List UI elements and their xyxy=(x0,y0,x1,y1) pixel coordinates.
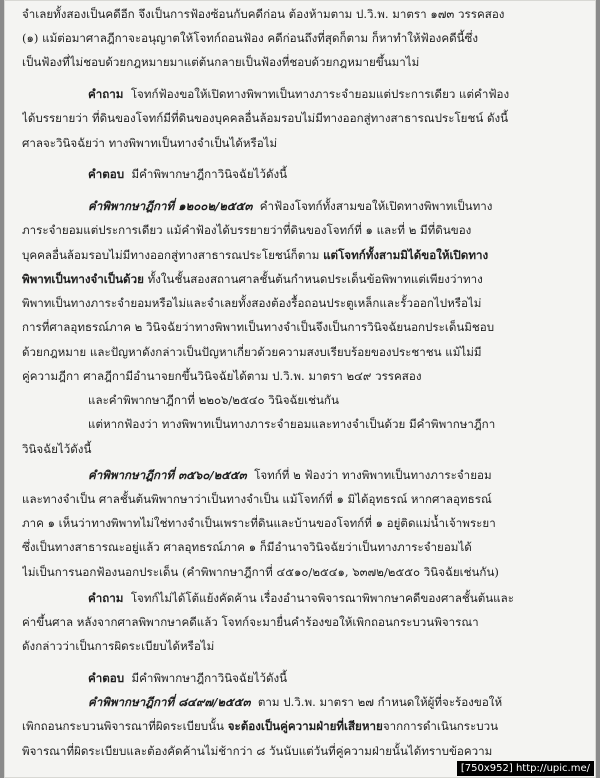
paragraph-line: คู่ความฎีกา ศาลฎีกามีอำนาจยกขึ้นวินิจฉัยได้ตาม ป.วิ.พ. มาตรา ๒๔๙ วรรคสอง xyxy=(22,368,422,383)
document-page xyxy=(4,0,596,778)
case-text: ตาม ป.วิ.พ. มาตรา ๒๗ กำหนดให้ผู้ที่จะร้องขอให้ xyxy=(257,695,503,710)
answer-text: มีคำพิพากษาฎีกาวินิจฉัยไว้ดังนี้ xyxy=(131,670,288,685)
paragraph-line: พิพาทเป็นทางภาระจำยอมหรือไม่และจำเลยทั้งสองต้องรื้อถอนประตูเหล็กและรั้วออกไปหรือไม่ xyxy=(22,296,482,311)
paragraph-line xyxy=(22,243,582,267)
paragraph-line xyxy=(22,267,582,291)
paragraph-line: ได้บรรยายว่า ที่ดินของโจทก์มีที่ดินของบุคคลอื่นล้อมรอบไม่มีทางออกสู่ทางสาธารณประโยชน์ ดังนี้ xyxy=(22,111,509,126)
paragraph-line: ภาค ๑ เห็นว่าทางพิพาทไม่ใช่ทางจำเป็นเพราะที่ดินและบ้านของโจทก์ที่ ๑ อยู่ติดแม่น้ำเจ้าพระยา xyxy=(22,516,496,531)
question-text: โจทก์ฟ้องขอให้เปิดทางพิพาทเป็นทางภาระจำยอมแต่ประการเดียว แต่คำฟ้อง xyxy=(130,87,510,101)
watermark-label: [750x952] http://upic.me/ xyxy=(457,761,594,776)
paragraph-line: เป็นฟ้องที่ไม่ชอบด้วยกฎหมายมาแต่ต้นกลายเป็นฟ้องที่ชอบด้วยกฎหมายขึ้นมาไม่ xyxy=(22,55,420,70)
question-text: โจทก์ไม่ได้โต้แย้งคัดค้าน เรื่องอำนาจพิจารณาพิพากษาคดีของศาลชั้นต้นและ xyxy=(130,590,514,605)
paragraph-line: ศาลจะวินิจฉัยว่า ทางพิพาทเป็นทางจำเป็นได้หรือไม่ xyxy=(22,135,278,150)
case-citation-line xyxy=(88,690,582,714)
answer-text: มีคำพิพากษาฎีกาวินิจฉัยไว้ดังนี้ xyxy=(131,167,288,182)
paragraph-line: พิจารณาที่ผิดระเบียบและต้องคัดค้านไม่ช้ากว่า ๘ วันนับแต่วันที่คู่ความฝ่ายนั้นได้ทราบข้อความ xyxy=(22,743,493,758)
text-span: เพิกถอนกระบวนพิจารณาที่ผิดระเบียบนั้น xyxy=(22,719,224,734)
question-line xyxy=(88,82,582,106)
text-span: จากการดำเนินกระบวน xyxy=(382,719,499,734)
paragraph-line: วินิจฉัยไว้ดังนี้ xyxy=(22,441,92,456)
case-citation-line xyxy=(88,463,582,487)
paragraph-line: แต่หากฟ้องว่า ทางพิพาทเป็นทางภาระจำยอมและทางจำเป็นด้วย มีคำพิพากษาฎีกา xyxy=(88,417,496,432)
case-text: โจทก์ที่ ๒ ฟ้องว่า ทางพิพาทเป็นทางภาระจำยอม xyxy=(254,467,492,482)
question-line xyxy=(88,586,582,610)
answer-label: คำตอบ xyxy=(88,670,125,685)
case-citation-line xyxy=(88,194,582,218)
paragraph-line: ดังกล่าวว่าเป็นการผิดระเบียบได้หรือไม่ xyxy=(22,639,215,654)
paragraph-line xyxy=(22,714,582,738)
emphasis-text: แต่โจทก์ทั้งสามมิได้ขอให้เปิดทาง xyxy=(323,247,489,262)
answer-line xyxy=(88,162,582,186)
question-label: คำถาม xyxy=(88,590,124,605)
paragraph-line: ภาระจำยอมแต่ประการเดียว แม้คำฟ้องได้บรรยายว่าที่ดินของโจทก์ที่ ๑ และที่ ๒ มีที่ดินของ xyxy=(22,223,472,238)
paragraph-line: ซึ่งเป็นทางสาธารณะอยู่แล้ว ศาลอุทธรณ์ภาค ๑ ก็มีอำนาจวินิจฉัยว่าเป็นทางภาระจำยอมได้ xyxy=(22,540,472,555)
answer-label: คำตอบ xyxy=(88,167,125,182)
paragraph-line: ค่าขึ้นศาล หลังจากศาลพิพากษาคดีแล้ว โจทก์จะมายื่นคำร้องขอให้เพิกถอนกระบวนพิจารณา xyxy=(22,614,479,629)
paragraph-line: การที่ศาลอุทธรณ์ภาค ๒ วินิจฉัยว่าทางพิพาทเป็นทางจำเป็นจึงเป็นการวินิจฉัยนอกประเด็นมิชอบ xyxy=(22,320,495,335)
text-span: ทั้งในชั้นสองสถานศาลชั้นต้นกำหนดประเด็นข้อพิพาทแต่เพียงว่าทาง xyxy=(147,271,483,286)
question-label: คำถาม xyxy=(88,87,124,101)
emphasis-text: จะต้องเป็นคู่ความฝ่ายที่เสียหาย xyxy=(227,719,383,734)
case-text: คำฟ้องโจทก์ทั้งสามขอให้เปิดทางพิพาทเป็นทาง xyxy=(259,199,493,214)
answer-line xyxy=(88,666,582,690)
paragraph-line: และคำพิพากษาฎีกาที่ ๒๒๐๖/๒๕๔๐ วินิจฉัยเช่นกัน xyxy=(88,393,339,408)
paragraph-line: จำเลยทั้งสองเป็นคดีอีก จึงเป็นการฟ้องซ้อนกับคดีก่อน ต้องห้ามตาม ป.วิ.พ. มาตรา ๑๗๓ วรรคสอง xyxy=(22,6,505,21)
paragraph-line: ไม่เป็นการนอกฟ้องนอกประเด็น (คำพิพากษาฎีกาที่ ๔๕๑๐/๒๕๔๑, ๖๓๗๒/๒๕๕๐ วินิจฉัยเช่นกัน) xyxy=(22,564,499,579)
case-citation: คำพิพากษาฎีกาที่ ๘๔๙๗/๒๕๕๓ xyxy=(88,695,251,710)
paragraph-line: (๑) แม้ต่อมาศาลฎีกาจะอนุญาตให้โจทก์ถอนฟ้อง คดีก่อนถึงที่สุดก็ตาม ก็หาทำให้ฟ้องคดีนี้ซึ่ง xyxy=(22,30,479,45)
emphasis-text: พิพาทเป็นทางจำเป็นด้วย xyxy=(22,271,144,286)
case-citation: คำพิพากษาฎีกาที่ ๓๕๖๐/๒๕๕๓ xyxy=(88,467,247,482)
case-citation: คำพิพากษาฎีกาที่ ๑๒๐๐๒/๒๕๕๓ xyxy=(88,199,253,214)
text-span: บุคคลอื่นล้อมรอบไม่มีทางออกสู่ทางสาธารณประโยชน์ก็ตาม xyxy=(22,247,320,262)
paragraph-line: ด้วยกฎหมาย และปัญหาดังกล่าวเป็นปัญหาเกี่ยวด้วยความสงบเรียบร้อยของประชาชน แม้ไม่มี xyxy=(22,344,482,359)
paragraph-line: และทางจำเป็น ศาลชั้นต้นพิพากษาว่าเป็นทางจำเป็น แม้โจทก์ที่ ๑ มิได้อุทธรณ์ หากศาลอุทธรณ์ xyxy=(22,491,492,506)
